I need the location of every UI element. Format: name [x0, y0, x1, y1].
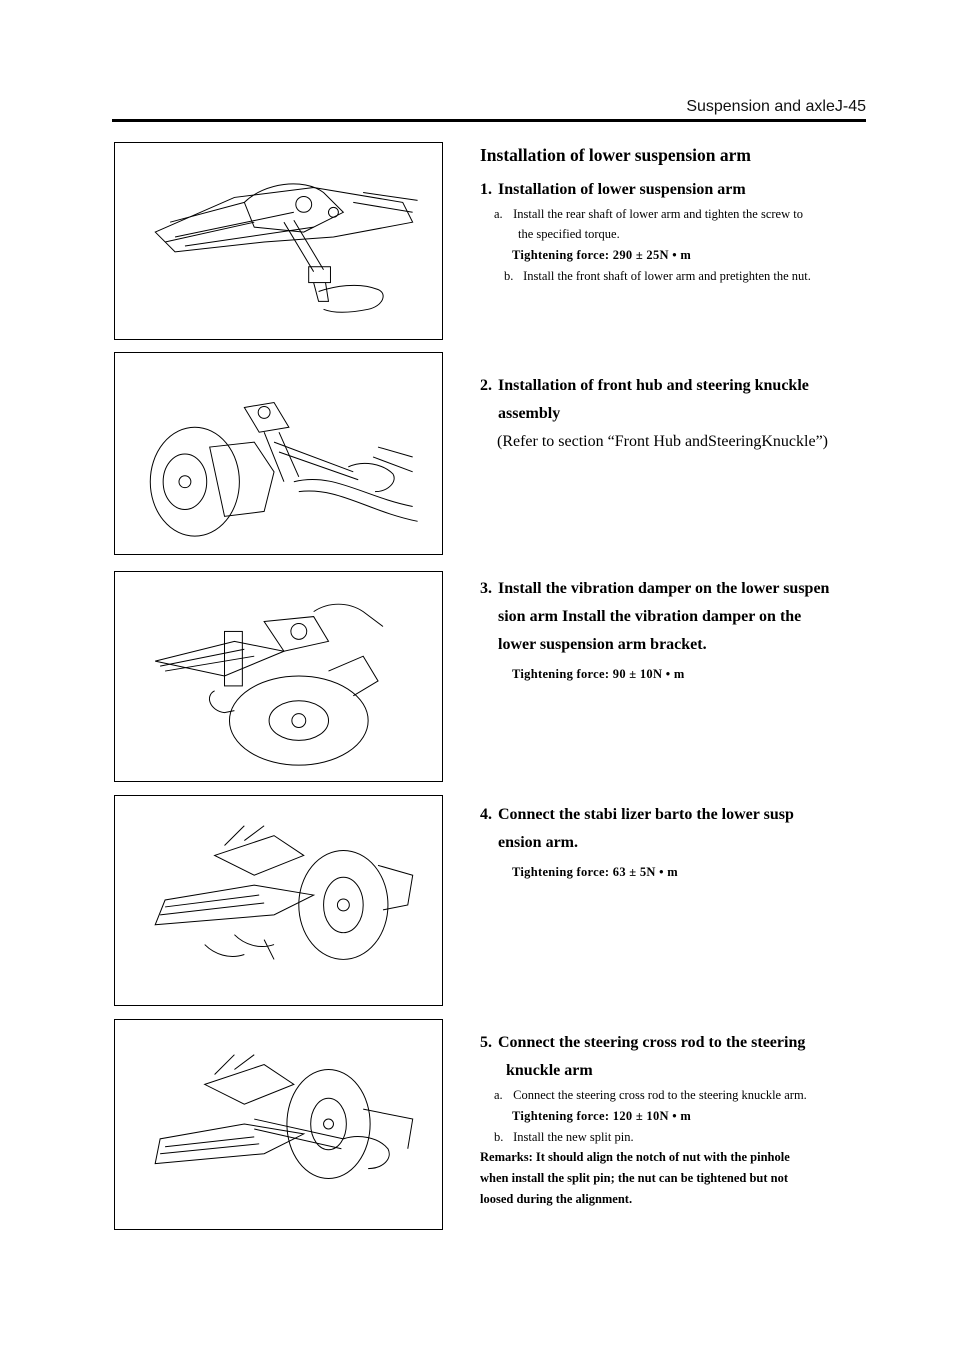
section-title: Installation of lower suspension arm	[480, 145, 751, 165]
torque-spec: Tightening force: 120 ± 10N • m	[512, 1109, 692, 1123]
figure-stabilizer-bar	[114, 795, 443, 1006]
sub-step-text: Install the new split pin.	[513, 1130, 634, 1144]
step-text: Install the vibration damper on the lower suspen	[498, 580, 830, 597]
figure-steering-cross-rod	[114, 1019, 443, 1230]
sub-step-label: b.	[494, 1130, 504, 1144]
step-text-continued: knuckle arm	[506, 1062, 593, 1079]
figure-front-hub-knuckle	[114, 352, 443, 555]
torque-spec: Tightening force: 63 ± 5N • m	[512, 865, 678, 879]
torque-spec: Tightening force: 290 ± 25N • m	[512, 248, 692, 262]
sub-step-a-continued: the specified torque.	[518, 227, 620, 241]
section-steering-cross-rod	[480, 1029, 880, 1210]
step-number: 2.	[480, 377, 492, 394]
step-text: Connect the steering cross rod to the steering	[498, 1034, 806, 1051]
section-reference: (Refer to section “Front Hub andSteeringKnuckle”)	[497, 433, 829, 450]
remarks-line: when install the split pin; the nut can be tightened but not	[480, 1171, 789, 1185]
sub-step-label: a.	[494, 207, 503, 221]
step-text-continued: assembly	[498, 405, 561, 422]
section-front-hub	[480, 372, 880, 456]
step-number: 1.	[480, 181, 492, 198]
sub-step-label: a.	[494, 1088, 503, 1102]
remarks-line: loosed during the alignment.	[480, 1192, 633, 1206]
step-text: Installation of front hub and steering knuckle	[498, 377, 809, 394]
step-3-heading	[480, 575, 880, 603]
sub-step-text: Connect the steering cross rod to the steering knuckle arm.	[513, 1088, 807, 1102]
step-5-heading	[480, 1029, 880, 1057]
section-vibration-damper	[480, 575, 880, 685]
step-2-heading	[480, 372, 880, 400]
sub-step-b	[480, 266, 880, 286]
section-stabilizer-bar	[480, 801, 880, 883]
page-header-title: Suspension and axleJ-45	[686, 98, 866, 115]
sub-step-text: Install the front shaft of lower arm and pretighten the nut.	[523, 269, 811, 283]
step-text-continued: lower suspension arm bracket.	[498, 636, 707, 653]
header-rule	[112, 119, 866, 122]
step-4-heading	[480, 801, 880, 829]
sub-step-label: b.	[504, 269, 514, 283]
step-text: Connect the stabi lizer barto the lower susp	[498, 806, 794, 823]
sub-step-b	[480, 1127, 880, 1147]
step-text: Installation of lower suspension arm	[498, 181, 746, 198]
figure-lower-arm-rear-shaft	[114, 142, 443, 340]
step-number: 4.	[480, 806, 492, 823]
step-1-heading	[480, 176, 880, 204]
step-number: 5.	[480, 1034, 492, 1051]
figure-vibration-damper	[114, 571, 443, 782]
sub-step-a	[480, 1085, 880, 1105]
torque-spec: Tightening force: 90 ± 10N • m	[512, 667, 685, 681]
sub-step-a	[480, 204, 880, 224]
sub-step-text: Install the rear shaft of lower arm and tighten the screw to	[513, 207, 803, 221]
step-number: 3.	[480, 580, 492, 597]
step-text-continued: sion arm Install the vibration damper on the	[498, 608, 802, 625]
remarks-line: Remarks: It should align the notch of nut with the pinhole	[480, 1150, 790, 1164]
section-lower-arm-installation	[480, 145, 880, 286]
step-text-continued: ension arm.	[498, 834, 578, 851]
